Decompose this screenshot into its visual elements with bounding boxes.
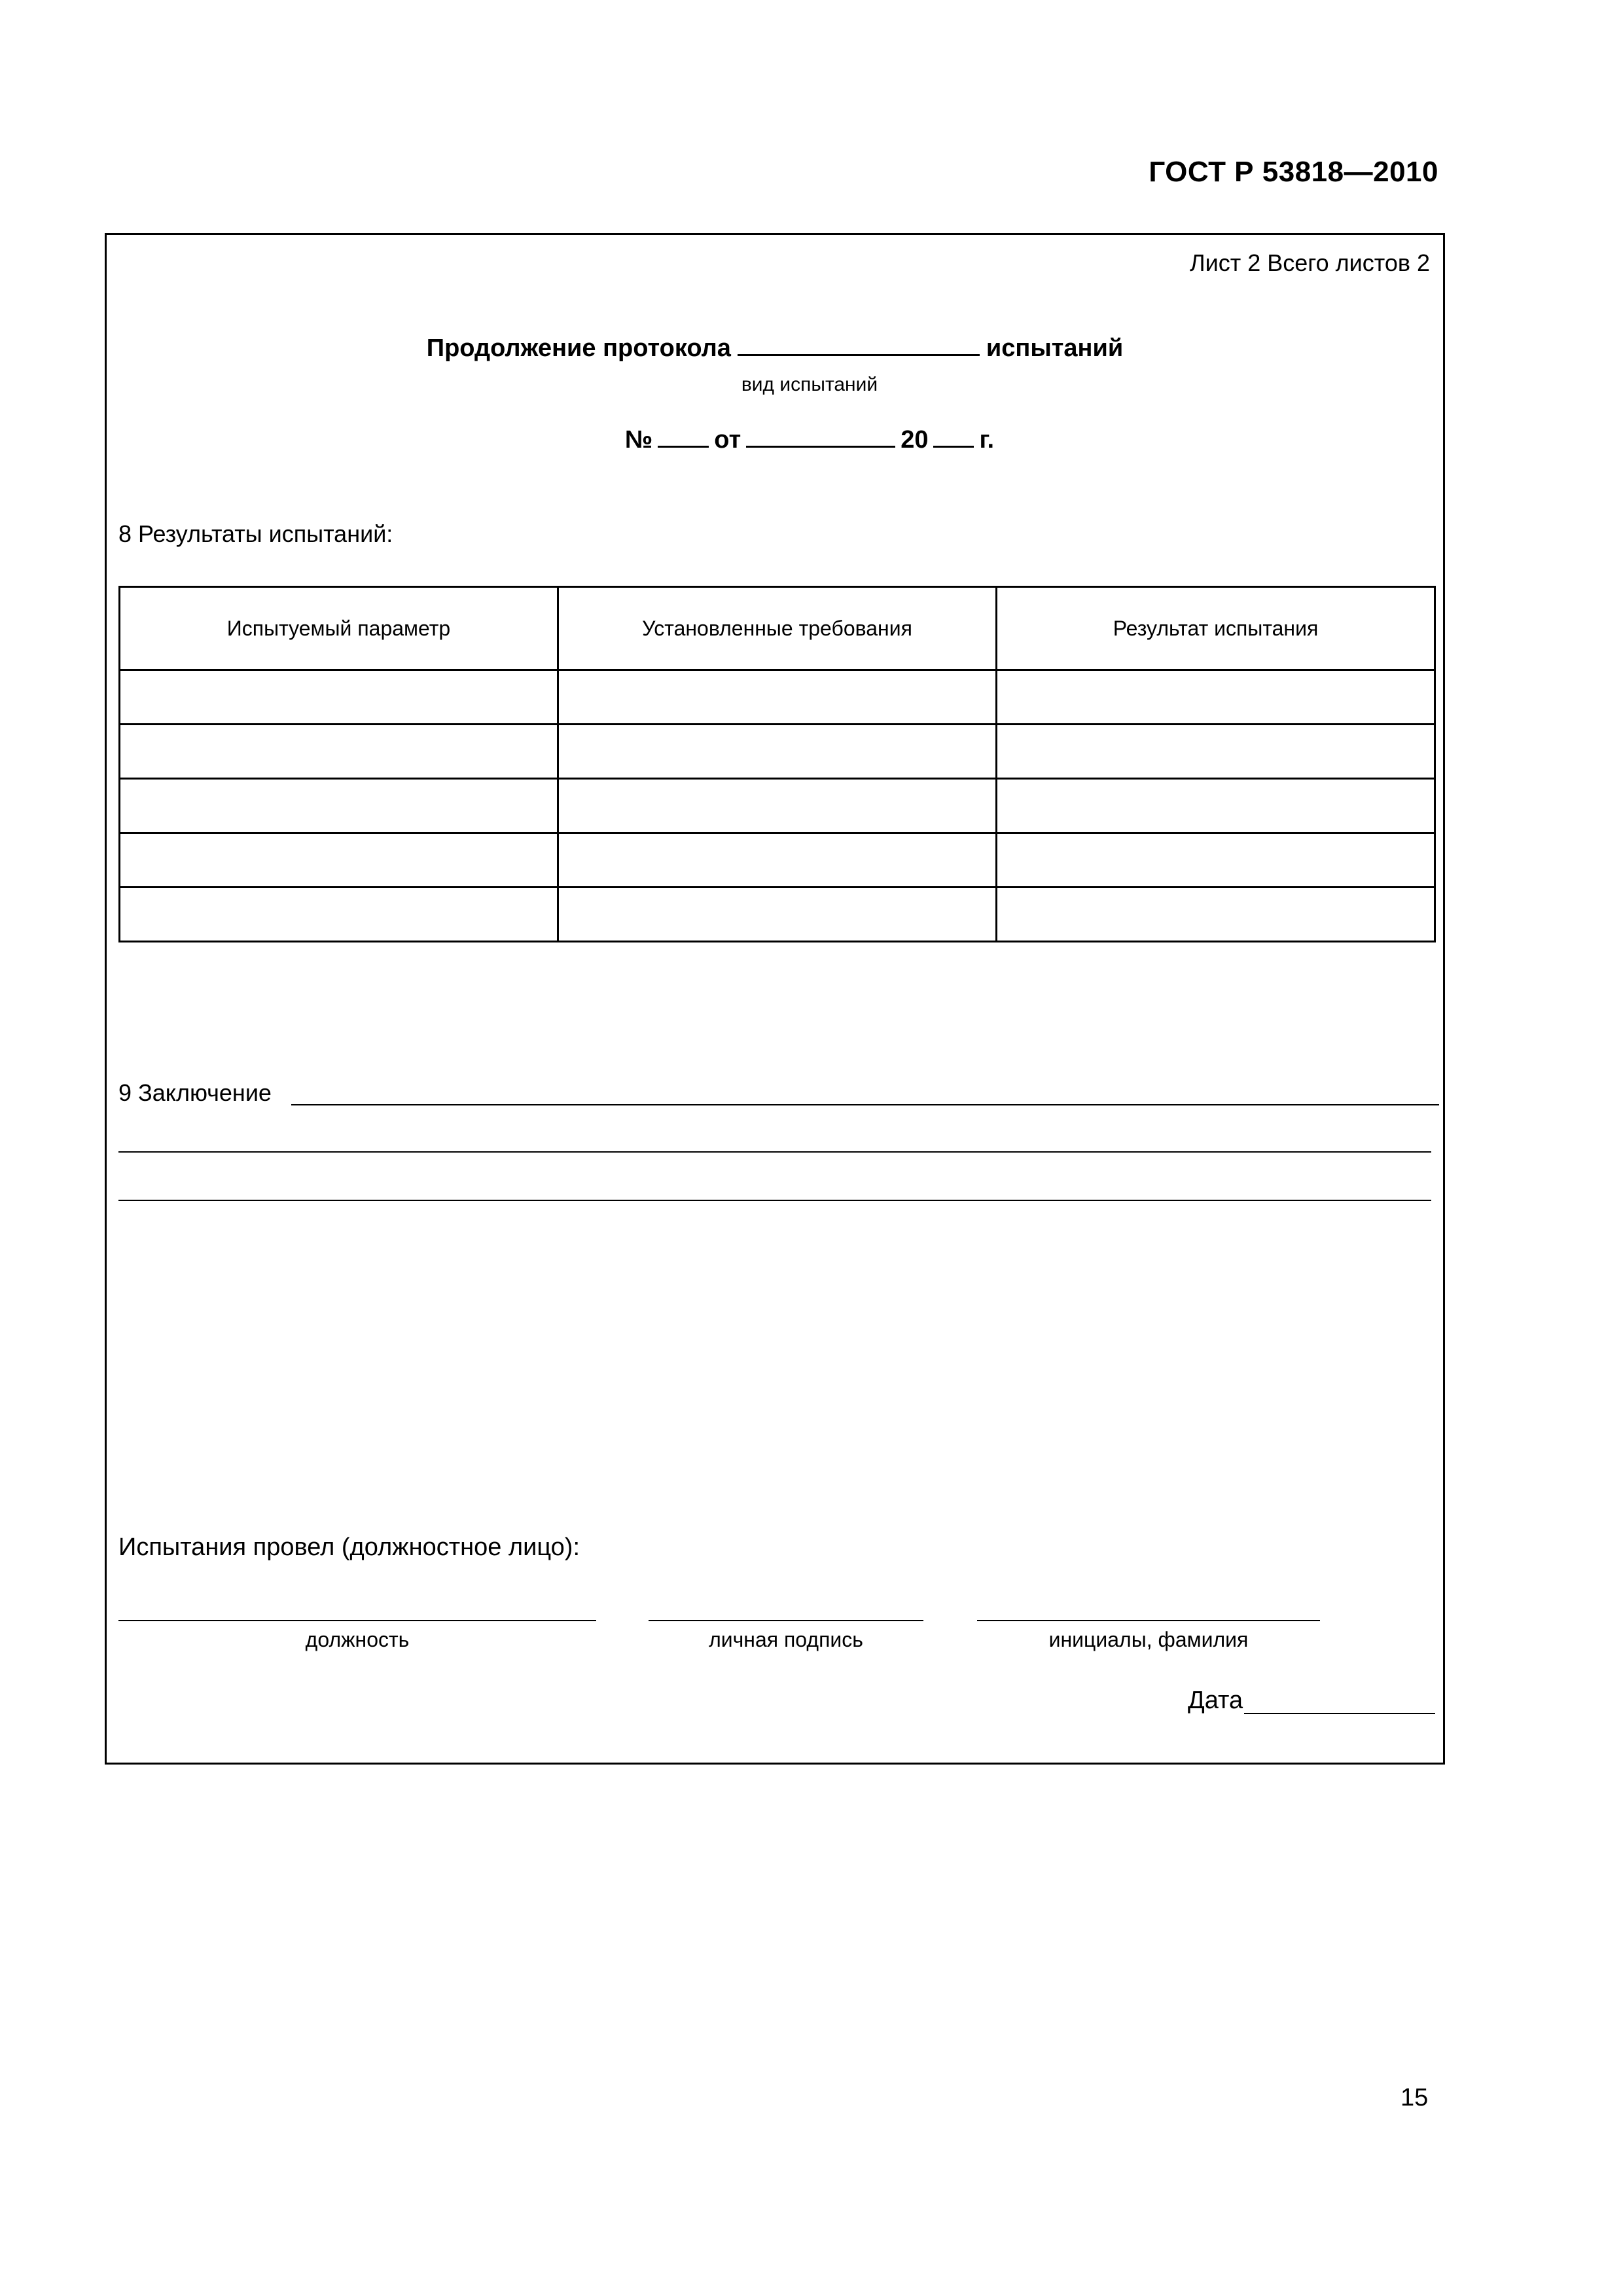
- table-cell-parameter[interactable]: [120, 888, 558, 942]
- protocol-number-field[interactable]: [658, 423, 709, 448]
- table-row: [120, 725, 1435, 779]
- conclusion-line-3[interactable]: [118, 1200, 1431, 1201]
- year-field[interactable]: [933, 423, 974, 448]
- table-row: [120, 779, 1435, 833]
- name-caption: инициалы, фамилия: [1048, 1628, 1249, 1651]
- table-cell-result[interactable]: [997, 670, 1435, 725]
- test-results-table: [118, 586, 1436, 942]
- page-number: 15: [1400, 2084, 1429, 2111]
- number-sign: №: [624, 426, 653, 454]
- table-header-row: [120, 587, 1435, 670]
- name-field[interactable]: [977, 1620, 1320, 1621]
- table-cell-result[interactable]: [997, 888, 1435, 942]
- standard-code: ГОСТ Р 53818—2010: [1149, 156, 1438, 188]
- conclusion-line-1[interactable]: [291, 1104, 1439, 1105]
- signature-field[interactable]: [649, 1620, 923, 1621]
- table-cell-result[interactable]: [997, 833, 1435, 888]
- table-cell-requirement[interactable]: [558, 888, 997, 942]
- performed-by-label: Испытания провел (должностное лицо):: [118, 1534, 580, 1561]
- table-cell-parameter[interactable]: [120, 779, 558, 833]
- year-prefix: 20: [901, 426, 929, 454]
- table-cell-parameter[interactable]: [120, 833, 558, 888]
- table-cell-parameter[interactable]: [120, 725, 558, 779]
- position-field[interactable]: [118, 1620, 596, 1621]
- section-9-title: 9 Заключение: [118, 1079, 272, 1106]
- title-suffix: испытаний: [986, 334, 1124, 362]
- test-kind-caption: вид испытаний: [741, 374, 878, 395]
- table-cell-result[interactable]: [997, 779, 1435, 833]
- from-label: от: [714, 426, 741, 454]
- table-cell-requirement[interactable]: [558, 833, 997, 888]
- table-row: [120, 833, 1435, 888]
- column-header-requirements: Установленные требования: [558, 587, 997, 670]
- section-8-title: 8 Результаты испытаний:: [118, 520, 393, 547]
- signature-caption: личная подпись: [709, 1628, 863, 1651]
- table-cell-requirement[interactable]: [558, 779, 997, 833]
- sheet-info: Лист 2 Всего листов 2: [1189, 249, 1430, 276]
- table-cell-requirement[interactable]: [558, 670, 997, 725]
- column-header-result: Результат испытания: [997, 587, 1435, 670]
- date-day-month-field[interactable]: [746, 423, 895, 448]
- column-header-parameter: Испытуемый параметр: [120, 587, 558, 670]
- title-prefix: Продолжение протокола: [426, 334, 731, 362]
- table-cell-requirement[interactable]: [558, 725, 997, 779]
- test-kind-field[interactable]: [738, 332, 980, 356]
- protocol-form-frame: [105, 233, 1445, 1765]
- table-row: [120, 670, 1435, 725]
- year-suffix: г.: [979, 426, 995, 454]
- conclusion-line-2[interactable]: [118, 1151, 1431, 1153]
- table-row: [120, 888, 1435, 942]
- protocol-title: [107, 332, 1443, 363]
- table-cell-result[interactable]: [997, 725, 1435, 779]
- date-field[interactable]: [1244, 1713, 1435, 1714]
- date-label: Дата: [1188, 1687, 1243, 1714]
- position-caption: должность: [305, 1628, 410, 1651]
- table-cell-parameter[interactable]: [120, 670, 558, 725]
- protocol-number-line: [107, 423, 1443, 454]
